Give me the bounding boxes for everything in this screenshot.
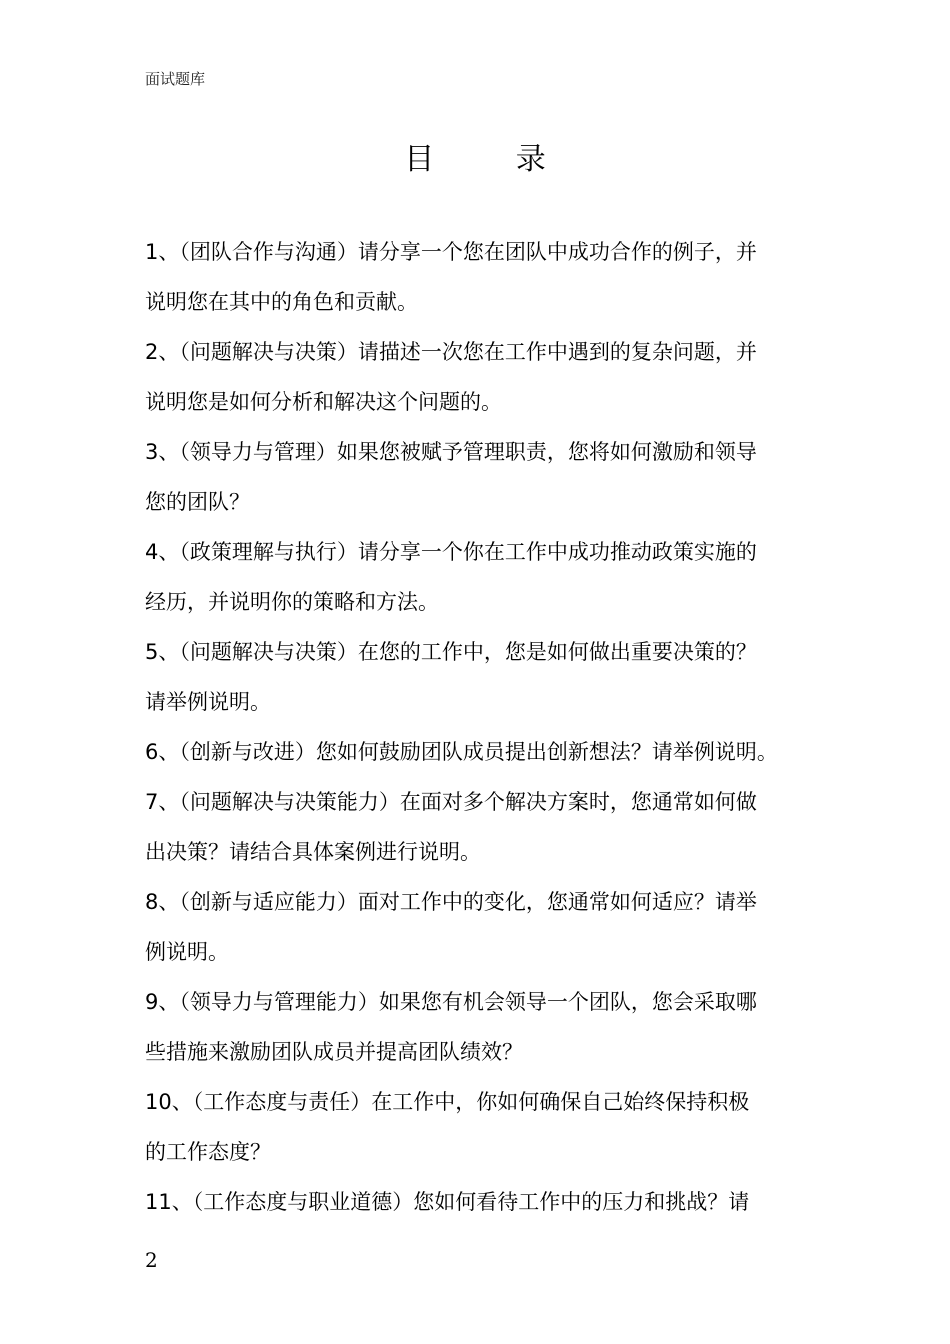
toc-line: 些措施来激励团队成员并提高团队绩效？: [145, 1040, 523, 1064]
toc-line: 您的团队？: [145, 490, 250, 514]
toc-line: 出决策？请结合具体案例进行说明。: [145, 840, 481, 864]
toc-line: 请举例说明。: [145, 690, 271, 714]
toc-line: 说明您是如何分析和解决这个问题的。: [145, 390, 502, 414]
toc-line: 说明您在其中的角色和贡献。: [145, 290, 418, 314]
toc-line: 7、（问题解决与决策能力）在面对多个解决方案时，您通常如何做: [145, 790, 757, 814]
toc-line: 9、（领导力与管理能力）如果您有机会领导一个团队，您会采取哪: [145, 990, 757, 1014]
toc-line: 1、（团队合作与沟通）请分享一个您在团队中成功合作的例子，并: [145, 240, 757, 264]
toc-line: 例说明。: [145, 940, 229, 964]
toc-line: 的工作态度？: [145, 1140, 271, 1164]
toc-line: 3、（领导力与管理）如果您被赋予管理职责，您将如何激励和领导: [145, 440, 757, 464]
toc-line: 8、（创新与适应能力）面对工作中的变化，您通常如何适应？请举: [145, 890, 757, 914]
toc-line: 4、（政策理解与执行）请分享一个你在工作中成功推动政策实施的: [145, 540, 757, 564]
toc-line: 2、（问题解决与决策）请描述一次您在工作中遇到的复杂问题，并: [145, 340, 757, 364]
toc-line: 6、（创新与改进）您如何鼓励团队成员提出创新想法？请举例说明。: [145, 740, 778, 764]
page-header: 面试题库: [145, 70, 206, 88]
toc-title: 目 录: [404, 142, 582, 177]
toc-line: 5、（问题解决与决策）在您的工作中，您是如何做出重要决策的？: [145, 640, 757, 664]
toc-line: 经历，并说明你的策略和方法。: [145, 590, 439, 614]
page-number: 2: [145, 1248, 158, 1272]
toc-line: 11、（工作态度与职业道德）您如何看待工作中的压力和挑战？请: [145, 1190, 750, 1214]
toc-line: 10、（工作态度与责任）在工作中，你如何确保自己始终保持积极: [145, 1090, 750, 1114]
toc-list: [145, 227, 825, 1227]
